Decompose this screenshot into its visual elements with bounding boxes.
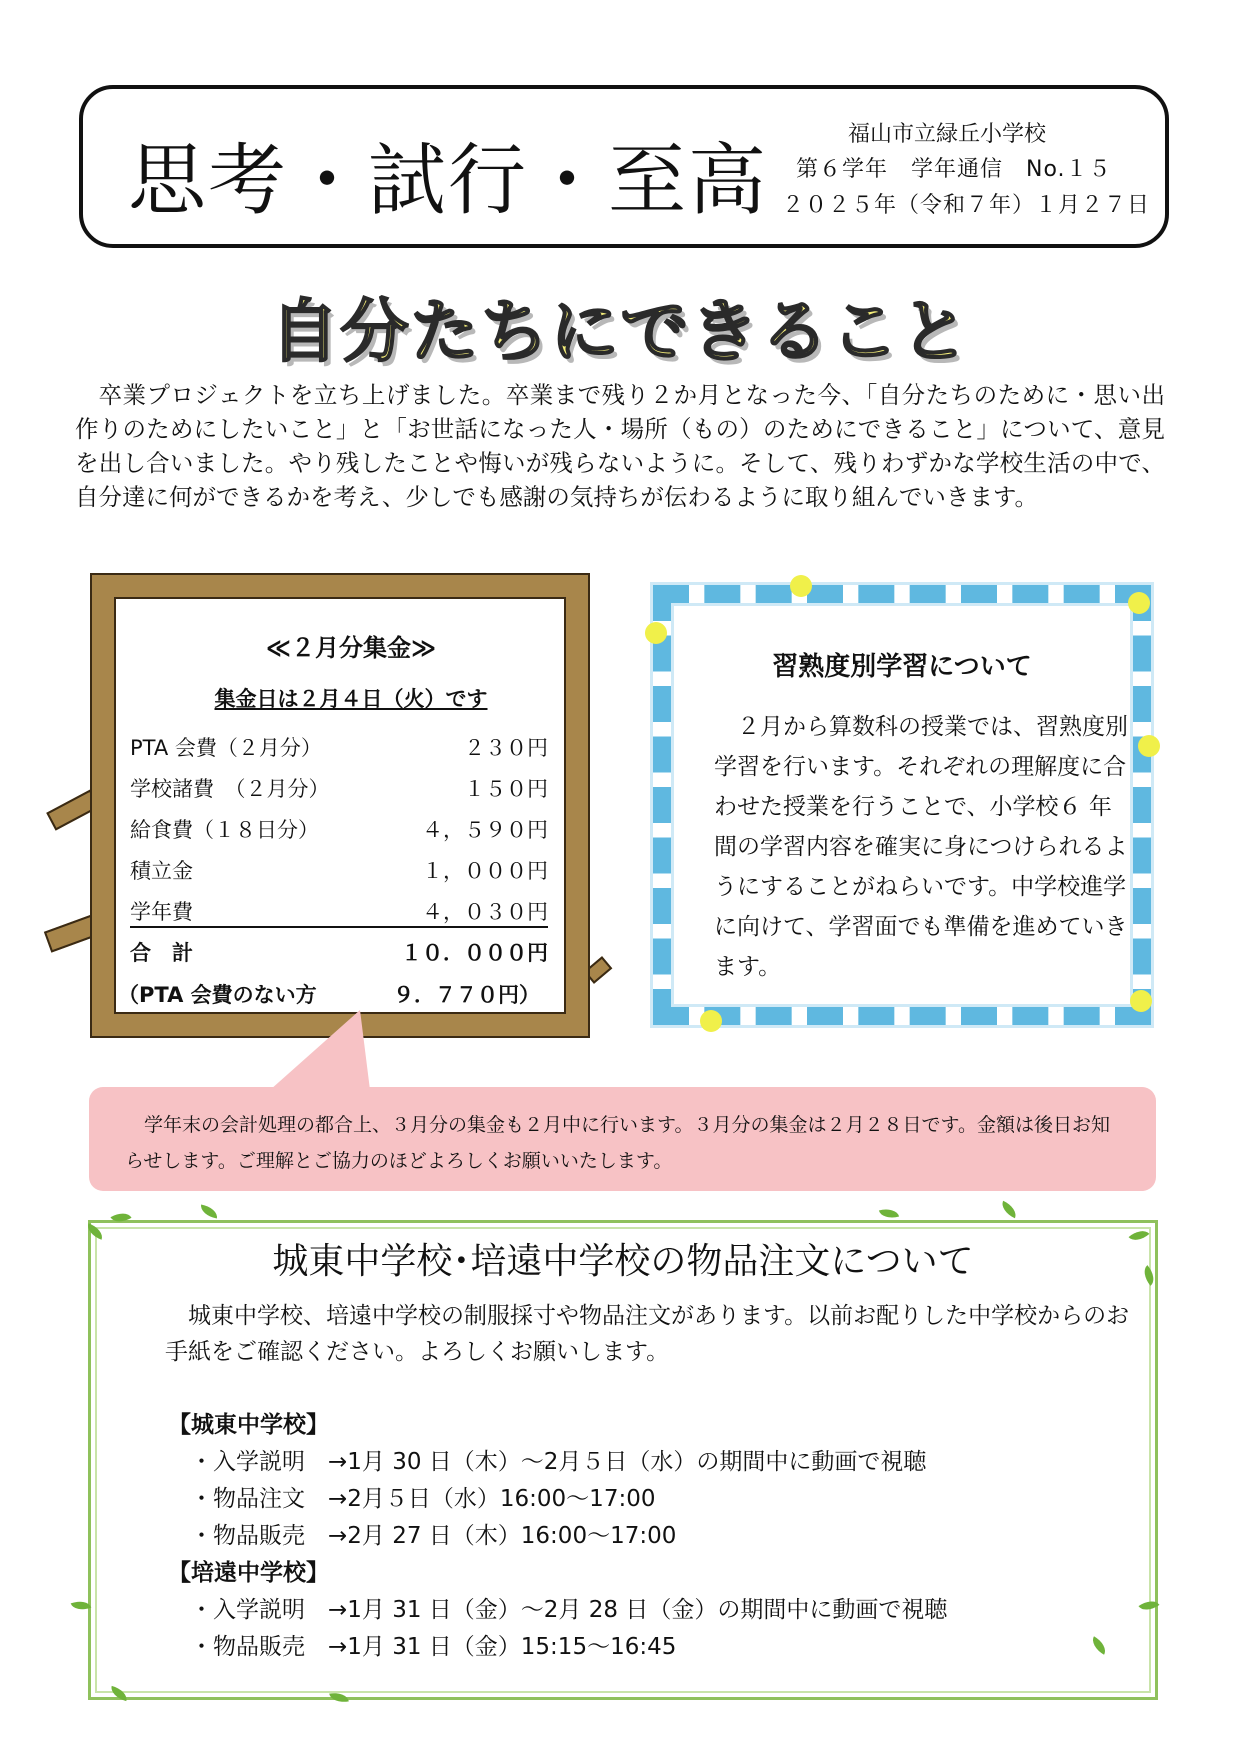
fee-row bbox=[130, 732, 548, 762]
fee-total-amount: １０．０００円 bbox=[401, 941, 548, 965]
leaf-decoration bbox=[999, 1201, 1020, 1219]
note-box bbox=[89, 1087, 1156, 1191]
fee-no-pta-row bbox=[118, 979, 540, 1009]
issue-date: ２０２５年（令和７年）１月２７日 bbox=[782, 193, 1151, 218]
schedule-item: ・物品注文 →2月５日（水）16:00～17:00 bbox=[190, 1486, 656, 1512]
fee-no-pta-amount: ９．７７０円） bbox=[393, 983, 540, 1007]
schedule-item: ・物品販売 →1月 31 日（金）15:15～16:45 bbox=[190, 1634, 677, 1660]
fee-label: 学年費 bbox=[130, 900, 193, 924]
issue-number: 第６学年 学年通信 No.１５ bbox=[796, 157, 1112, 182]
fee-label: 積立金 bbox=[130, 859, 193, 883]
school-name: 福山市立緑丘小学校 bbox=[848, 122, 1047, 147]
fee-row bbox=[130, 814, 548, 844]
note-pointer bbox=[270, 1010, 370, 1090]
fee-row bbox=[130, 855, 548, 885]
fee-subtitle bbox=[114, 683, 588, 713]
leaf-decoration bbox=[879, 1206, 899, 1221]
school1-heading: 【城東中学校】 bbox=[168, 1412, 329, 1438]
study-title: 習熟度別学習について bbox=[772, 652, 1032, 682]
decor-dot bbox=[1138, 735, 1160, 757]
fee-title: ≪２月分集金≫ bbox=[265, 634, 437, 662]
note-text: 学年末の会計処理の都合上、３月分の集金も２月中に行います。３月分の集金は２月２８日です。金額は後日お知らせします。ご理解とご協力のほどよろしくお願いいたします。 bbox=[125, 1114, 1110, 1172]
fee-divider bbox=[130, 926, 548, 928]
fee-total-row bbox=[130, 937, 548, 967]
newsletter-title: 思考・試行・至高 bbox=[128, 136, 769, 226]
school2-heading: 【培遠中学校】 bbox=[168, 1560, 329, 1586]
decor-dot bbox=[790, 575, 812, 597]
fee-label: 学校諸費 （２月分） bbox=[130, 777, 330, 801]
fee-row bbox=[130, 773, 548, 803]
order-title: 城東中学校･培遠中学校の物品注文について bbox=[272, 1241, 974, 1282]
fee-amount: １，０００円 bbox=[422, 859, 548, 883]
fee-amount: ４，０３０円 bbox=[422, 900, 548, 924]
decor-dot bbox=[645, 622, 667, 644]
fee-amount: ２３０円 bbox=[464, 736, 548, 760]
fee-amount: １５０円 bbox=[464, 777, 548, 801]
fee-label: 給食費（１８日分） bbox=[130, 818, 319, 842]
decor-dot bbox=[1130, 990, 1152, 1012]
fee-label: PTA 会費（２月分） bbox=[130, 736, 322, 760]
decor-dot bbox=[700, 1010, 722, 1032]
fee-subtitle-text: 集金日は２月４日（火）です bbox=[214, 687, 488, 711]
decor-dot bbox=[1128, 592, 1150, 614]
leaf-decoration bbox=[199, 1205, 219, 1219]
schedule-item: ・入学説明 →1月 30 日（木）～2月５日（水）の期間中に動画で視聴 bbox=[190, 1449, 927, 1475]
study-body: ２月から算数科の授業では、習熟度別学習を行います。それぞれの理解度に合わせた授業を行うことで、小学校６ 年間の学習内容を確実に身につけられるようにすることがねらいです。中学校進学に向けて、学習面でも準備を進めていきます。 bbox=[714, 714, 1128, 980]
order-body: 城東中学校、培遠中学校の制服採寸や物品注文があります。以前お配りした中学校からのお手紙をご確認ください。よろしくお願いします。 bbox=[165, 1303, 1130, 1365]
main-heading: 自分たちにできること bbox=[270, 293, 971, 372]
schedule-item: ・物品販売 →2月 27 日（木）16:00～17:00 bbox=[190, 1523, 677, 1549]
fee-row bbox=[130, 896, 548, 926]
fee-total-label: 合 計 bbox=[130, 941, 193, 965]
fee-amount: ４，５９０円 bbox=[422, 818, 548, 842]
schedule-item: ・入学説明 →1月 31 日（金）～2月 28 日（金）の期間中に動画で視聴 bbox=[190, 1597, 948, 1623]
fee-no-pta-label: （PTA 会費のない方 bbox=[118, 983, 317, 1007]
intro-paragraph: 卒業プロジェクトを立ち上げました。卒業まで残り２か月となった今、「自分たちのために・思い出作りのためにしたいこと」と「お世話になった人・場所（もの）のためにできること」について、意見を出し合いました。やり残したことや悔いが残らないように。そして、残りわずかな学校生活の中で、自分達に何ができるかを考え、少しでも感謝の気持ちが伝わるように取り組んでいきます。 bbox=[75, 381, 1165, 511]
